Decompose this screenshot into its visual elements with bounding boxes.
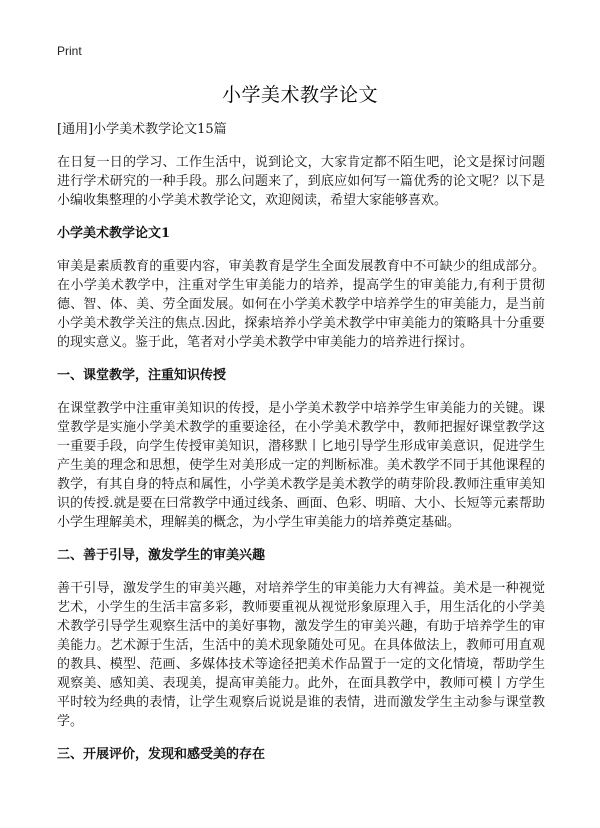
document-subtitle: [通用]小学美术教学论文15篇 xyxy=(57,122,227,137)
section-body-1: 在课堂教学中注重审美知识的传授，是小学美术教学中培养学生审美能力的关键。课堂教学是实施小学美术教学的重要途径，在小学美术教学中，教师把握好课堂教学这一重要手段，向学生传授审美知识，潜移默丨匕地引导学生形成审美意识，促进学生产生美的理念和思想，使学生对美形成一定的判断标准。美术教学不同于其他课程的教学，有其自身的特点和属性，小学美术教学是美术教学的萌芽阶段.教师注重审美知识的传授.就是要在曰常教学中通过线条、画面、色彩、明暗、大小、长短等元素帮助小学生理解美术，理解美的概念，为小学生审美能力的培养奠定基础。 xyxy=(57,401,545,530)
section-heading-1: 一、课堂教学，注重知识传授 xyxy=(57,368,227,383)
section-heading-3: 三、开展评价，发现和感受美的存在 xyxy=(57,747,266,762)
document-body xyxy=(57,120,545,778)
article-intro-paragraph: 审美是素质教育的重要内容，审美教育是学生全面发展教育中不可缺少的组成部分。在小学美术教学中，注重对学生审美能力的培养，提高学生的审美能力,有利于贯彻德、智、体、美、劳全面发展。如何在小学美术教学中培养学生的审美能力，是当前小学美术教学关注的焦点.因此，探索培养小学美术教学中审美能力的策略具十分重要的现实意义。鉴于此，笔者对小学美术教学中审美能力的培养进行探讨。 xyxy=(57,259,545,350)
section-body-2: 善干引导，激发学生的审美兴趣，对培养学生的审美能力大有裨益。美术是一种视觉艺术，小学生的生活丰富多彩，教师要重视从视觉形象原理入手，用生活化的小学美术教学引导学生观察生活中的美好事物，激发学生的审美兴趣，有助于培养学生的审美能力。艺术源于生活，生活中的美术现象随处可见。在具体做法上，教师可用直观的教具、模型、范画、多媒体技术等途径把美术作品置于一定的文化情境，帮助学生观察美、感知美、表现美，提高审美能力。此外，在面具教学中，教师可模丨方学生平时较为经典的表情，让学生观察后说说是谁的表情，进而激发学生主动参与课堂教学。 xyxy=(57,581,545,729)
print-link[interactable]: Print xyxy=(57,44,82,58)
document-title: 小学美术教学论文 xyxy=(221,84,378,106)
intro-paragraph: 在日复一日的学习、工作生活中，说到论文，大家肯定都不陌生吧，论文是探讨问题进行学术研究的一种手段。那么问题来了，到底应如何写一篇优秀的论文呢？以下是小编收集整理的小学美术教学论文，欢迎阅读，希望大家能够喜欢。 xyxy=(57,155,545,208)
article-heading: 小学美术教学论文1 xyxy=(57,226,171,241)
section-heading-2: 二、善于引导，激发学生的审美兴趣 xyxy=(57,548,266,563)
